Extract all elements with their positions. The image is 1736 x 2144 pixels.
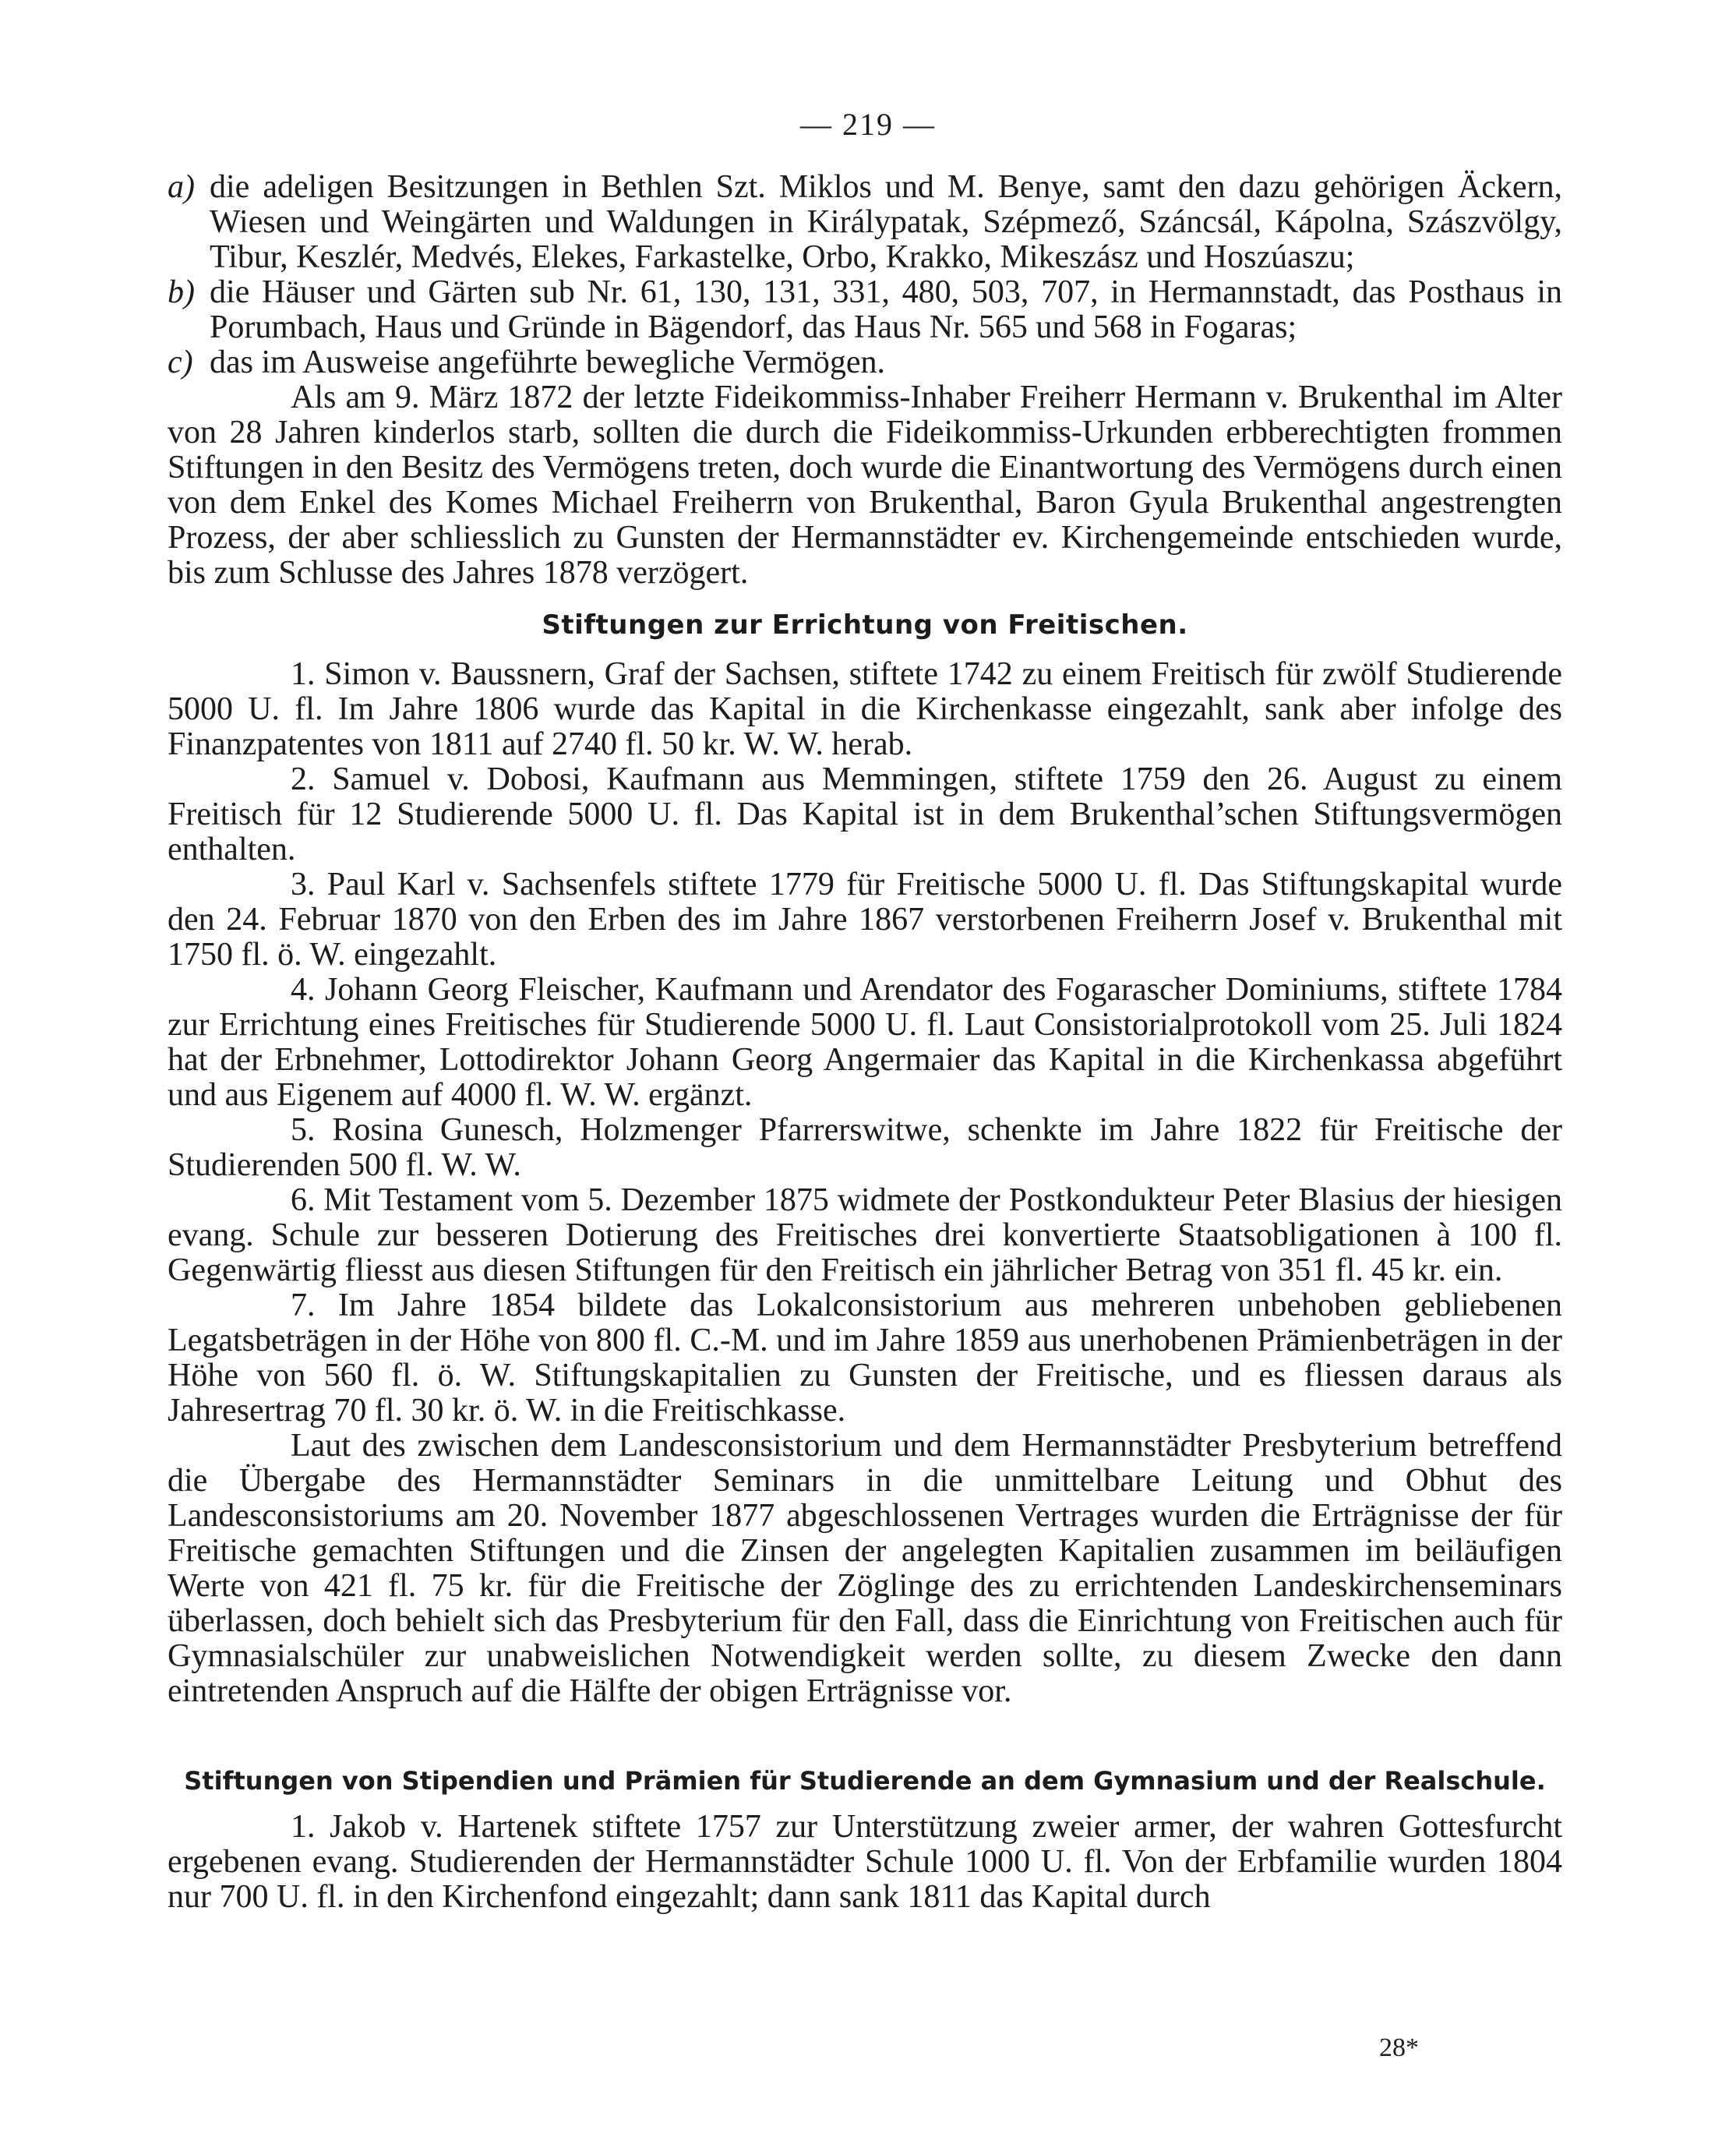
section-heading-freitische: Stiftungen zur Errichtung von Freitischen. (542, 609, 1188, 641)
list-item-text: die Häuser und Gärten sub Nr. 61, 130, 131, 331, 480, 503, 707, in Hermannstadt, das Posthaus in Porumbach, Haus und Gründe in Bägendorf, das Haus Nr. 565 und 568 in Fogaras; (210, 274, 1562, 345)
paragraph-4: 4. Johann Georg Fleischer, Kaufmann und Arendator des Fogarascher Dominiums, stiftete 1784 zur Errichtung eines Freitisches für Studierende 5000 U. fl. Laut Consistorialprotokoll vom 25. Juli 1824 hat der Erbnehmer, Lottodirektor Johann Georg Angermaier das Kapital in die Kirchenkassa abgeführt und aus Eigenem auf 4000 fl. W. W. ergänzt. (168, 972, 1562, 1113)
list-item-a (168, 170, 1562, 275)
list-marker: a) (168, 169, 195, 205)
paragraph-3: 3. Paul Karl v. Sachsenfels stiftete 1779 für Freitische 5000 U. fl. Das Stiftungskapital wurde den 24. Februar 1870 von den Erben des im Jahre 1867 verstorbenen Freiherrn Josef v. Brukenthal mit 1750 fl. ö. W. eingezahlt. (168, 867, 1562, 973)
signature-mark: 28* (1379, 2033, 1419, 2062)
intro-paragraph: Als am 9. März 1872 der letzte Fideikommiss-Inhaber Freiherr Hermann v. Brukenthal im Alter von 28 Jahren kinderlos starb, sollten die durch die Fideikommiss-Urkunden erbberechtigten frommen Stiftungen in den Besitz des Vermögens treten, doch wurde die Einantwortung des Vermögens durch einen von dem Enkel des Komes Michael Freiherrn von Brukenthal, Baron Gyula Brukenthal angestrengten Prozess, der aber schliesslich zu Gunsten der Hermannstädter ev. Kirchengemeinde entschieden wurde, bis zum Schlusse des Jahres 1878 verzögert. (168, 380, 1562, 591)
page-text (168, 170, 1562, 1915)
paragraph-5: 5. Rosina Gunesch, Holzmenger Pfarrerswitwe, schenkte im Jahre 1822 für Freitische der Studierenden 500 fl. W. W. (168, 1112, 1562, 1183)
list-item-text: die adeligen Besitzungen in Bethlen Szt. Miklos und M. Benye, samt den dazu gehörigen Äckern, Wiesen und Weingärten und Waldungen in Királypatak, Szépmező, Száncsál, Kápolna, Szászvölgy, Tibur, Keszlér, Medvés, Elekes, Farkastelke, Orbo, Krakko, Mikeszász und Hoszúaszu; (210, 169, 1562, 275)
list-item-c (168, 345, 1562, 380)
section-heading-stipendien: Stiftungen von Stipendien und Prämien für Studierende an dem Gymnasium und der Realschule. (184, 1766, 1546, 1796)
list-marker: b) (168, 274, 195, 310)
paragraph-6: 6. Mit Testament vom 5. Dezember 1875 widmete der Postkondukteur Peter Blasius der hiesigen evang. Schule zur besseren Dotierung des Freitisches drei konvertierte Staatsobligationen à 100 fl. Gegenwärtig fliesst aus diesen Stiftungen für den Freitisch ein jährlicher Betrag von 351 fl. 45 kr. ein. (168, 1182, 1562, 1288)
paragraph-2: 2. Samuel v. Dobosi, Kaufmann aus Memmingen, stiftete 1759 den 26. August zu einem Freitisch für 12 Studierende 5000 U. fl. Das Kapital ist in dem Brukenthal’schen Stiftungsvermögen enthalten. (168, 761, 1562, 867)
paragraph-vertrag: Laut des zwischen dem Landesconsistorium und dem Hermannstädter Presbyterium betreffend die Übergabe des Hermannstädter Seminars in die unmittelbare Leitung und Obhut des Landesconsistoriums am 20. November 1877 abgeschlossenen Vertrages wurden die Erträgnisse der für Freitische gemachten Stiftungen und die Zinsen der angelegten Kapitalien zusammen im beiläufigen Werte von 421 fl. 75 kr. für die Freitische der Zöglinge des zu errichtenden Landeskirchenseminars überlassen, doch behielt sich das Presbyterium für den Fall, dass die Einrichtung von Freitischen auch für Gymnasialschüler zur unabweislichen Notwendigkeit werden sollte, zu diesem Zwecke den dann eintretenden Anspruch auf die Hälfte der obigen Erträgnisse vor. (168, 1428, 1562, 1709)
page-number: — 219 — (800, 107, 936, 142)
paragraph-1: 1. Simon v. Baussnern, Graf der Sachsen, stiftete 1742 zu einem Freitisch für zwölf Studierende 5000 U. fl. Im Jahre 1806 wurde das Kapital in die Kirchenkasse eingezahlt, sank aber infolge des Finanzpatentes von 1811 auf 2740 fl. 50 kr. W. W. herab. (168, 656, 1562, 762)
paragraph-7: 7. Im Jahre 1854 bildete das Lokalconsistorium aus mehreren unbehoben gebliebenen Legatsbeträgen in der Höhe von 800 fl. C.-M. und im Jahre 1859 aus unerhobenen Prämienbeträgen in der Höhe von 560 fl. ö. W. Stiftungskapitalien zu Gunsten der Freitische, und es fliessen daraus als Jahresertrag 70 fl. 30 kr. ö. W. in die Freitischkasse. (168, 1287, 1562, 1429)
paragraph-hartenek: 1. Jakob v. Hartenek stiftete 1757 zur Unterstützung zweier armer, der wahren Gottesfurcht ergebenen evang. Studierenden der Hermannstädter Schule 1000 U. fl. Von der Erbfamilie wurden 1804 nur 700 U. fl. in den Kirchenfond eingezahlt; dann sank 1811 das Kapital durch (168, 1809, 1562, 1915)
list-item-b (168, 275, 1562, 345)
list-marker: c) (168, 344, 193, 380)
list-item-text: das im Ausweise angeführte bewegliche Vermögen. (210, 344, 885, 380)
